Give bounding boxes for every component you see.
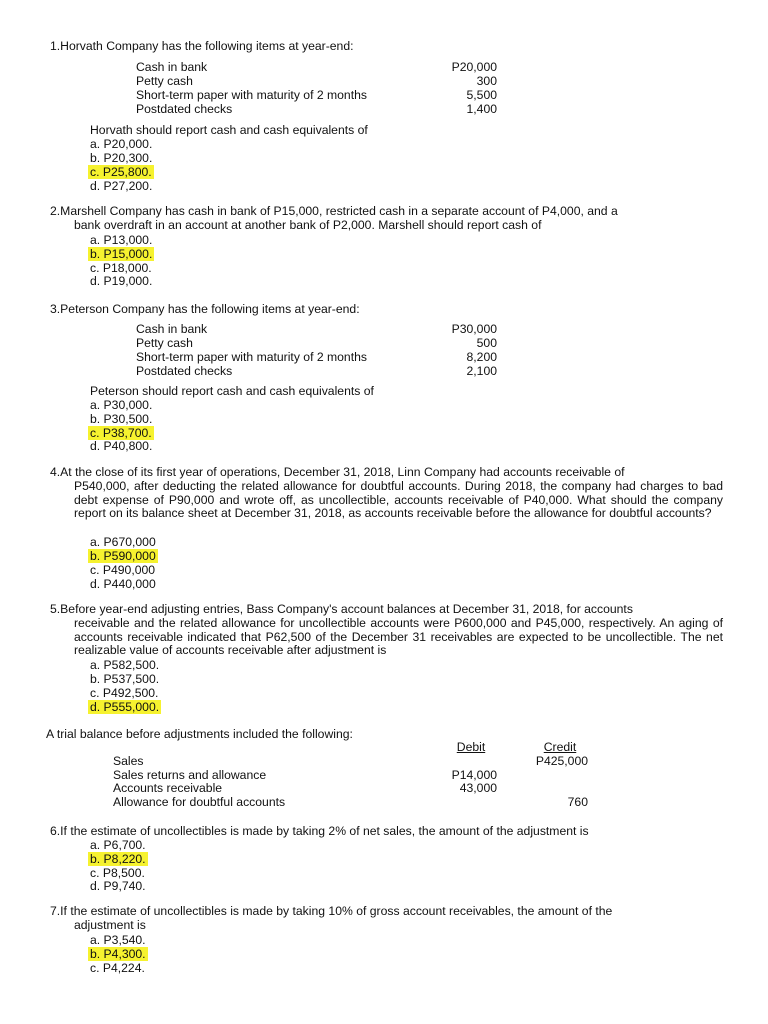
q7-stem-rest: adjustment is [74, 917, 146, 932]
q2-choice-a: a. P13,000. [90, 233, 153, 247]
q3-question: Peterson should report cash and cash equivalents of [90, 384, 374, 398]
trial-balance-intro: A trial balance before adjustments included the following: [46, 727, 353, 741]
q1-item-label: Postdated checks [136, 102, 233, 116]
q4-choice-d: d. P440,000 [90, 577, 156, 591]
q4-stem-first: 4.At the close of its first year of operations, December 31, 2018, Linn Company had accounts receivable of [50, 465, 625, 479]
trial-row-label: Accounts receivable [113, 781, 223, 795]
trial-row-label: Sales returns and allowance [113, 768, 267, 782]
q5-stem-first: 5.Before year-end adjusting entries, Bass Company's account balances at December 31, 2018, for accounts [50, 602, 633, 616]
credit-header-text: Credit [543, 740, 577, 754]
trial-row-credit: 760 [567, 795, 588, 809]
q6-choice-b-answer: b. P8,220. [90, 852, 146, 866]
q5-stem-rest: receivable and the related allowance for uncollectible accounts were P600,000 and P45,000, respectively. An aging of accounts receivable indicated that P62,500 of the December 31 receivables are expected to be uncollectible. The net realizable value of accounts receivable after adjustment is [74, 615, 723, 658]
q4-choice-b-answer: b. P590,000 [90, 549, 156, 563]
q3-choice-a: a. P30,000. [90, 398, 153, 412]
q5-choice-b: b. P537,500. [90, 672, 160, 686]
q2-stem-first: 2.Marshell Company has cash in bank of P15,000, restricted cash in a separate account of P4,000, and a [50, 204, 618, 218]
q2-choice-c: c. P18,000. [90, 261, 152, 275]
q7-choice-a: a. P3,540. [90, 933, 146, 947]
q7-stem [50, 905, 723, 933]
q1-item-label: Short-term paper with maturity of 2 months [136, 88, 367, 102]
q5-choice-c: c. P492,500. [90, 686, 159, 700]
q3-item-amount: P30,000 [451, 322, 497, 336]
q3-item-label: Short-term paper with maturity of 2 months [136, 350, 367, 364]
q1-item-amount: 1,400 [466, 102, 497, 116]
q1-choice-b: b. P20,300. [90, 151, 153, 165]
trial-row-label: Allowance for doubtful accounts [113, 795, 286, 809]
q7-choice-c: c. P4,224. [90, 961, 145, 975]
q4-choice-c: c. P490,000 [90, 563, 156, 577]
q3-item-label: Postdated checks [136, 364, 233, 378]
q3-item-label: Cash in bank [136, 322, 208, 336]
q4-choice-a: a. P670,000 [90, 535, 156, 549]
q6-choice-a: a. P6,700. [90, 838, 146, 852]
q2-stem [50, 205, 723, 233]
q1-item-amount: 5,500 [466, 88, 497, 102]
debit-header [442, 740, 500, 754]
q1-stem: 1.Horvath Company has the following items at year-end: [50, 39, 354, 53]
q4-stem [50, 466, 723, 521]
q1-item-amount: P20,000 [451, 60, 497, 74]
q3-choice-b: b. P30,500. [90, 412, 153, 426]
q3-item-label: Petty cash [136, 336, 193, 350]
q7-choice-b-answer: b. P4,300. [90, 947, 146, 961]
q6-choice-c: c. P8,500. [90, 866, 145, 880]
q1-item-label: Cash in bank [136, 60, 208, 74]
q3-choice-c-answer: c. P38,700. [90, 426, 152, 440]
q5-choice-d-answer: d. P555,000. [90, 700, 160, 714]
q1-question: Horvath should report cash and cash equivalents of [90, 123, 368, 137]
trial-row-debit: 43,000 [459, 781, 497, 795]
q7-stem-first: 7.If the estimate of uncollectibles is made by taking 10% of gross account receivables, the amount of the [50, 904, 613, 918]
debit-header-text: Debit [456, 740, 486, 754]
q6-choice-d: d. P9,740. [90, 879, 146, 893]
q4-stem-rest: P540,000, after deducting the related allowance for doubtful accounts. During 2018, the company had charges to bad debt expense of P90,000 and wrote off, as uncollectible, accounts receivable of P40,000. What should the company report on its balance sheet at December 31, 2018, as accounts receivable before the allowance for doubtful accounts? [74, 478, 723, 521]
q3-item-amount: 500 [476, 336, 497, 350]
q5-stem [50, 603, 723, 658]
credit-header [532, 740, 588, 754]
q3-choice-d: d. P40,800. [90, 439, 153, 453]
trial-row-credit: P425,000 [535, 754, 588, 768]
q3-item-amount: 8,200 [466, 350, 497, 364]
q1-choice-c-answer: c. P25,800. [90, 165, 152, 179]
q1-item-label: Petty cash [136, 74, 193, 88]
q1-choice-d: d. P27,200. [90, 179, 153, 193]
trial-row-label: Sales [113, 754, 144, 768]
q1-item-amount: 300 [476, 74, 497, 88]
q6-stem: 6.If the estimate of uncollectibles is made by taking 2% of net sales, the amount of the adjustment is [50, 824, 589, 838]
trial-row-debit: P14,000 [451, 768, 497, 782]
q1-choice-a: a. P20,000. [90, 137, 153, 151]
q2-stem-rest: bank overdraft in an account at another bank of P2,000. Marshell should report cash of [74, 217, 542, 232]
q2-choice-b-answer: b. P15,000. [90, 247, 153, 261]
q3-item-amount: 2,100 [466, 364, 497, 378]
q2-choice-d: d. P19,000. [90, 274, 153, 288]
q5-choice-a: a. P582,500. [90, 658, 160, 672]
q3-stem: 3.Peterson Company has the following items at year-end: [50, 302, 360, 316]
